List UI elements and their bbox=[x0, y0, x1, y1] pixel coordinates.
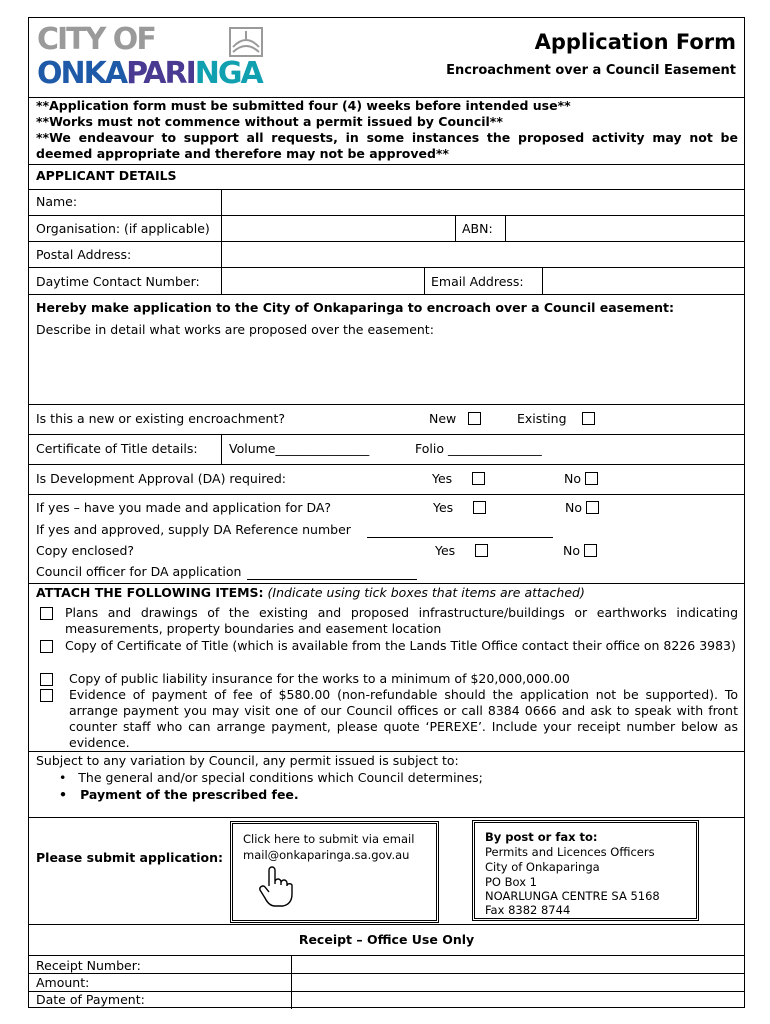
new-label: New bbox=[429, 411, 457, 426]
applicant-heading: APPLICANT DETAILS bbox=[36, 168, 177, 183]
bullet-icon: • bbox=[59, 787, 67, 802]
email-address-input[interactable] bbox=[543, 268, 745, 294]
da-made-yes-option bbox=[433, 500, 486, 515]
da-made-yes-label: Yes bbox=[433, 500, 454, 515]
receipt-number-input[interactable] bbox=[292, 956, 745, 973]
email-submit-box[interactable] bbox=[230, 821, 439, 923]
da-made-question: If yes – have you made and application for DA? bbox=[36, 500, 332, 515]
condition-fee bbox=[59, 787, 299, 802]
logo-part-2: PARI bbox=[126, 56, 195, 91]
copy-yes-option bbox=[435, 543, 488, 558]
da-yes-option bbox=[432, 471, 485, 486]
copy-enclosed-question: Copy enclosed? bbox=[36, 543, 135, 558]
da-made-no-option bbox=[565, 500, 599, 515]
pointing-hand-icon bbox=[257, 864, 297, 908]
volume-field[interactable]: Volume_______________ bbox=[229, 441, 370, 456]
copy-yes-label: Yes bbox=[435, 543, 456, 558]
da-made-no-checkbox[interactable] bbox=[586, 501, 599, 514]
existing-checkbox[interactable] bbox=[582, 412, 595, 425]
attach-insurance-checkbox[interactable] bbox=[40, 673, 53, 686]
post-line: PO Box 1 bbox=[485, 875, 537, 889]
da-no-label: No bbox=[564, 471, 581, 486]
form-title: Application Form bbox=[534, 30, 736, 54]
council-officer-label: Council officer for DA application bbox=[36, 564, 242, 579]
attach-title-checkbox[interactable] bbox=[40, 640, 53, 653]
notice-approval: **We endeavour to support all requests, in some instances the proposed activity may not be deemed appropriate and therefore may not be approved** bbox=[36, 130, 738, 161]
application-heading: Hereby make application to the City of Onkaparinga to encroach over a Council easement: bbox=[36, 300, 674, 315]
da-required-question: Is Development Approval (DA) required: bbox=[36, 471, 286, 486]
logo-part-3: NGA bbox=[194, 56, 262, 91]
conditions-intro: Subject to any variation by Council, any permit issued is subject to: bbox=[36, 753, 459, 768]
existing-option bbox=[517, 411, 595, 426]
post-line: Fax 8382 8744 bbox=[485, 903, 571, 917]
da-yes-label: Yes bbox=[432, 471, 453, 486]
post-heading: By post or fax to: bbox=[485, 830, 598, 844]
da-reference-label: If yes and approved, supply DA Reference number bbox=[36, 522, 351, 537]
contact-number-label: Daytime Contact Number: bbox=[36, 274, 200, 289]
condition-fee-text: Payment of the prescribed fee. bbox=[80, 787, 299, 802]
describe-works-input[interactable] bbox=[36, 340, 738, 402]
post-line: Permits and Licences Officers bbox=[485, 845, 655, 859]
abn-label: ABN: bbox=[462, 221, 493, 236]
logo-part-1: ONKA bbox=[37, 56, 127, 91]
application-form bbox=[28, 17, 745, 1008]
attach-item-plans: Plans and drawings of the existing and proposed infrastructure/buildings or earthworks indicating measurements, property boundaries and easement location bbox=[65, 605, 738, 636]
email-address-link[interactable]: mail@onkaparinga.sa.gov.au bbox=[243, 848, 410, 862]
copy-no-checkbox[interactable] bbox=[584, 544, 597, 557]
postal-address-input[interactable] bbox=[222, 242, 745, 267]
amount-input[interactable] bbox=[292, 974, 745, 991]
submit-label: Please submit application: bbox=[36, 850, 224, 865]
condition-general bbox=[59, 770, 483, 785]
logo-city-of: CITY OF bbox=[37, 22, 155, 57]
form-subtitle: Encroachment over a Council Easement bbox=[446, 63, 736, 78]
post-fax-box bbox=[472, 820, 699, 921]
organisation-label: Organisation: (if applicable) bbox=[36, 221, 210, 236]
new-checkbox[interactable] bbox=[468, 412, 481, 425]
name-input[interactable] bbox=[222, 190, 745, 215]
condition-general-text: The general and/or special conditions which Council determines; bbox=[78, 770, 483, 785]
da-made-no-label: No bbox=[565, 500, 582, 515]
notice-submit-weeks: **Application form must be submitted four (4) weeks before intended use** bbox=[36, 98, 571, 113]
logo-emblem-icon bbox=[229, 27, 263, 57]
post-line: NOARLUNGA CENTRE SA 5168 bbox=[485, 889, 660, 903]
receipt-number-label: Receipt Number: bbox=[36, 958, 141, 973]
council-officer-input[interactable] bbox=[247, 568, 417, 580]
attach-item-title: Copy of Certificate of Title (which is available from the Lands Title Office contact their office on 8226 3983) bbox=[65, 638, 736, 653]
payment-date-label: Date of Payment: bbox=[36, 992, 145, 1007]
council-logo bbox=[37, 22, 277, 91]
notice-permit-required: **Works must not commence without a permit issued by Council** bbox=[36, 114, 503, 129]
email-address-label: Email Address: bbox=[431, 274, 524, 289]
certificate-title-label: Certificate of Title details: bbox=[36, 441, 198, 456]
logo-onkaparinga bbox=[37, 56, 262, 91]
copy-no-option bbox=[563, 543, 597, 558]
email-submit-text: Click here to submit via email bbox=[243, 832, 415, 846]
attach-note: (Indicate using tick boxes that items are attached) bbox=[267, 585, 585, 600]
payment-date-input[interactable] bbox=[292, 992, 745, 1008]
post-line: City of Onkaparinga bbox=[485, 860, 600, 874]
attach-item-payment: Evidence of payment of fee of $580.00 (non-refundable should the application not be supported). To arrange payment you may visit one of our Council offices or call 8384 0666 and ask to speak with front counter staff who can arrange payment, please quote ‘PEREXE’. Include your receipt number below as evidence. bbox=[69, 687, 738, 750]
copy-yes-checkbox[interactable] bbox=[475, 544, 488, 557]
folio-field[interactable]: Folio _______________ bbox=[415, 441, 542, 456]
name-label: Name: bbox=[36, 194, 78, 209]
attach-heading-row bbox=[36, 585, 585, 600]
attach-plans-checkbox[interactable] bbox=[40, 607, 53, 620]
da-yes-checkbox[interactable] bbox=[472, 472, 485, 485]
describe-works-label: Describe in detail what works are proposed over the easement: bbox=[36, 322, 434, 337]
da-no-option bbox=[564, 471, 598, 486]
da-made-yes-checkbox[interactable] bbox=[473, 501, 486, 514]
amount-label: Amount: bbox=[36, 975, 90, 990]
new-option bbox=[429, 411, 481, 426]
attach-item-insurance: Copy of public liability insurance for the works to a minimum of $20,000,000.00 bbox=[69, 671, 570, 686]
organisation-input[interactable] bbox=[222, 216, 454, 241]
attach-heading: ATTACH THE FOLLOWING ITEMS: bbox=[36, 585, 264, 600]
existing-label: Existing bbox=[517, 411, 567, 426]
bullet-icon: • bbox=[59, 770, 67, 785]
copy-no-label: No bbox=[563, 543, 580, 558]
abn-input[interactable] bbox=[506, 216, 745, 241]
da-reference-input[interactable] bbox=[367, 526, 553, 538]
contact-number-input[interactable] bbox=[222, 268, 424, 294]
da-no-checkbox[interactable] bbox=[585, 472, 598, 485]
receipt-heading: Receipt – Office Use Only bbox=[298, 932, 475, 947]
postal-address-label: Postal Address: bbox=[36, 247, 132, 262]
attach-payment-checkbox[interactable] bbox=[40, 689, 53, 702]
encroachment-question: Is this a new or existing encroachment? bbox=[36, 411, 285, 426]
